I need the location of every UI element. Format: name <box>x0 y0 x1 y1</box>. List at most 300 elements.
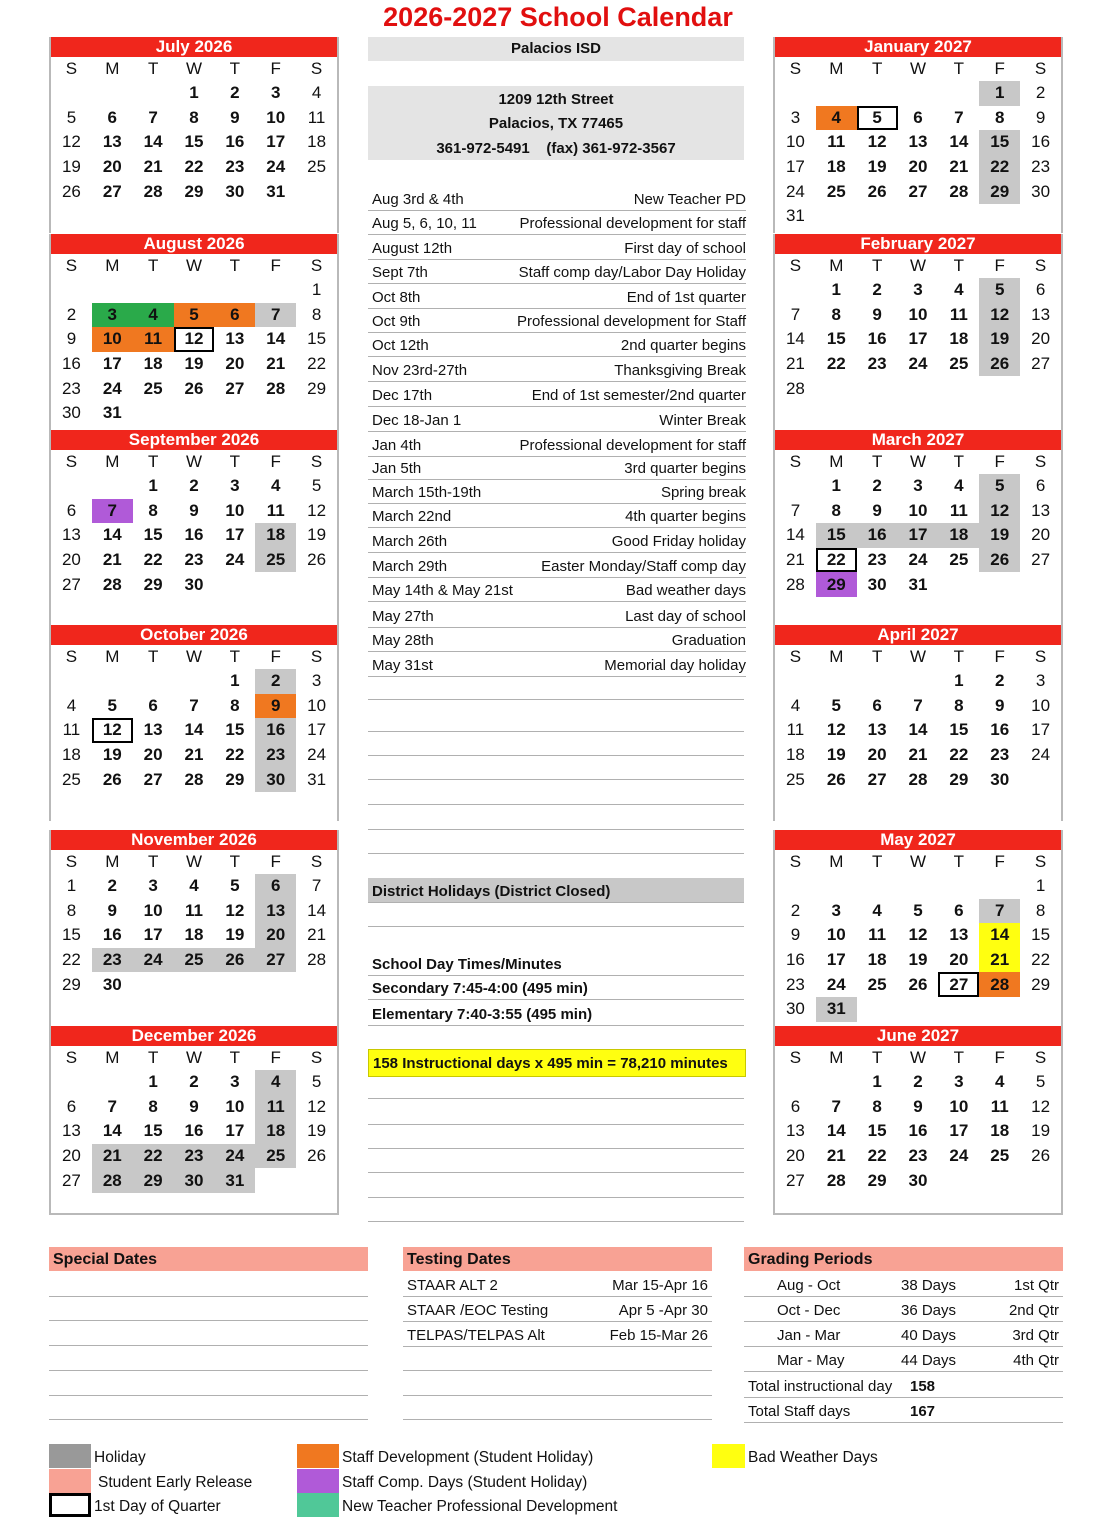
new-teacher-swatch <box>297 1493 339 1517</box>
calendar-day: 29 <box>61 974 81 994</box>
first-day-swatch <box>49 1493 91 1517</box>
calendar-day: 26 <box>102 769 122 789</box>
calendar-day: 31 <box>214 1168 255 1193</box>
weekday-label: F <box>270 256 281 275</box>
calendar-day: 23 <box>92 948 133 973</box>
weekday-label: S <box>1034 1048 1047 1067</box>
calendar-day: 21 <box>307 925 327 945</box>
calendar-day: 26 <box>979 352 1020 377</box>
weekday-header <box>775 254 1061 278</box>
event-date: Aug 5, 6, 10, 11 <box>372 215 477 232</box>
event-description: Spring break <box>660 484 746 501</box>
calendar-day: 20 <box>61 550 81 570</box>
calendar-day: 16 <box>990 720 1010 740</box>
calendar-day: 8 <box>311 304 322 324</box>
month-calendar <box>49 430 339 626</box>
calendar-day: 2 <box>189 476 199 496</box>
calendar-day: 15 <box>949 720 969 740</box>
calendar-day: 8 <box>148 500 158 520</box>
weekday-label: S <box>310 647 323 666</box>
calendar-day: 28 <box>92 1168 133 1193</box>
calendar-day: 12 <box>174 327 215 352</box>
calendar-day: 28 <box>184 769 204 789</box>
calendar-day: 25 <box>143 378 163 398</box>
calendar-day: 14 <box>307 900 327 920</box>
weekday-label: M <box>105 1048 120 1067</box>
calendar-day: 29 <box>133 1168 174 1193</box>
event-description: Professional development for Staff <box>516 313 746 330</box>
weekday-label: M <box>829 256 844 275</box>
calendar-day: 17 <box>785 157 805 177</box>
calendar-day: 20 <box>908 157 928 177</box>
calendar-day: 18 <box>255 1119 296 1144</box>
weekday-label: S <box>789 1048 802 1067</box>
legend-first-day: 1st Day of Quarter <box>94 1498 221 1515</box>
weekday-label: S <box>310 59 323 78</box>
event-date: March 29th <box>372 558 448 575</box>
calendar-day: 22 <box>1031 950 1051 970</box>
ruled-line <box>368 1197 744 1198</box>
ruled-line <box>368 699 744 700</box>
address-phone <box>368 140 744 157</box>
weekday-label: T <box>953 1048 965 1067</box>
calendar-day: 24 <box>908 550 928 570</box>
event-description: Staff comp day/Labor Day Holiday <box>518 264 746 281</box>
weekday-label: T <box>871 647 883 666</box>
month-title: June 2027 <box>775 1026 1061 1046</box>
calendar-day: 18 <box>143 354 163 374</box>
calendar-day: 27 <box>908 181 928 201</box>
calendar-day: 17 <box>102 354 122 374</box>
calendar-day: 18 <box>184 925 204 945</box>
calendar-day: 20 <box>61 1146 81 1166</box>
calendar-day: 13 <box>255 899 296 924</box>
calendar-day: 25 <box>990 1146 1010 1166</box>
calendar-day: 25 <box>949 550 969 570</box>
weekday-label: F <box>994 1048 1005 1067</box>
weekday-label: F <box>270 647 281 666</box>
calendar-day: 6 <box>66 500 77 520</box>
calendar-day: 8 <box>831 304 841 324</box>
weekday-header <box>775 57 1061 81</box>
calendar-day: 30 <box>61 403 81 423</box>
calendar-day: 1 <box>831 476 841 496</box>
event-date: May 14th & May 21st <box>372 582 513 599</box>
calendar-day: 16 <box>1031 132 1051 152</box>
month-title: March 2027 <box>775 430 1061 450</box>
calendar-day: 21 <box>949 157 969 177</box>
event-description: 4th quarter begins <box>625 508 746 525</box>
event-description: Graduation <box>671 632 746 649</box>
calendar-day: 6 <box>107 107 117 127</box>
calendar-day: 1 <box>311 280 322 300</box>
calendar-day: 7 <box>979 899 1020 924</box>
weekday-label: F <box>270 452 281 471</box>
grading-row <box>744 1272 1063 1297</box>
ruled-line <box>368 755 744 756</box>
calendar-day: 3 <box>230 1072 240 1092</box>
month-calendar <box>773 37 1063 233</box>
event-row <box>368 210 746 235</box>
event-row <box>368 603 746 628</box>
weekday-header <box>51 57 337 81</box>
calendar-day: 16 <box>184 525 204 545</box>
calendar-day: 7 <box>92 499 133 524</box>
calendar-day: 21 <box>184 745 204 765</box>
calendar-day: 12 <box>867 132 887 152</box>
weekday-label: F <box>270 1048 281 1067</box>
weekday-label: F <box>994 852 1005 871</box>
calendar-day: 12 <box>92 718 133 743</box>
event-row <box>368 382 746 407</box>
calendar-day: 11 <box>133 327 174 352</box>
test-dates: Apr 5 -Apr 30 <box>618 1302 708 1319</box>
calendar-day: 3 <box>913 280 923 300</box>
calendar-day: 25 <box>61 769 81 789</box>
grading-quarter: 4th Qtr <box>1013 1352 1059 1369</box>
grading-range: Oct - Dec <box>777 1302 841 1319</box>
instructional-minutes-note: 158 Instructional days x 495 min = 78,210 minutes <box>368 1049 746 1077</box>
calendar-day: 15 <box>867 1121 887 1141</box>
event-date: March 15th-19th <box>372 484 482 501</box>
event-date: Oct 12th <box>372 337 429 354</box>
calendar-day: 27 <box>1031 550 1051 570</box>
weekday-label: T <box>147 647 159 666</box>
grading-days: 38 Days <box>901 1277 957 1294</box>
event-date: Sept 7th <box>372 264 428 281</box>
calendar-day: 4 <box>133 303 174 328</box>
grading-row <box>744 1297 1063 1322</box>
calendar-day: 21 <box>785 550 805 570</box>
event-row <box>368 407 746 432</box>
calendar-day: 9 <box>255 694 296 719</box>
calendar-day: 7 <box>954 107 964 127</box>
calendar-day: 14 <box>949 132 969 152</box>
calendar-day: 24 <box>102 378 122 398</box>
calendar-day: 8 <box>189 107 199 127</box>
calendar-day: 14 <box>785 525 805 545</box>
calendar-day: 10 <box>225 1096 245 1116</box>
calendar-day: 7 <box>831 1096 841 1116</box>
testing-row <box>403 1322 712 1347</box>
calendar-day: 4 <box>189 876 199 896</box>
calendar-day: 11 <box>949 304 968 324</box>
weekday-label: M <box>829 1048 844 1067</box>
grading-periods-heading: Grading Periods <box>744 1247 1063 1271</box>
ruled-line <box>368 1098 744 1099</box>
calendar-day: 18 <box>949 329 969 349</box>
calendar-day: 24 <box>826 974 846 994</box>
legend-staff-comp: Staff Comp. Days (Student Holiday) <box>342 1474 588 1491</box>
special-dates-heading: Special Dates <box>49 1247 368 1271</box>
calendar-day: 14 <box>826 1121 846 1141</box>
event-description: Winter Break <box>659 412 746 429</box>
calendar-day: 31 <box>266 181 286 201</box>
calendar-day: 15 <box>307 329 327 349</box>
grading-quarter: 1st Qtr <box>1013 1277 1059 1294</box>
weekday-label: T <box>147 852 159 871</box>
legend-staff-dev: Staff Development (Student Holiday) <box>342 1449 594 1466</box>
calendar-day: 20 <box>785 1146 805 1166</box>
calendar-day: 6 <box>913 107 923 127</box>
calendar-day: 15 <box>143 525 163 545</box>
calendar-day: 27 <box>61 1170 81 1190</box>
calendar-day: 19 <box>307 1121 327 1141</box>
event-date: May 31st <box>372 657 433 674</box>
event-date: March 26th <box>372 533 448 550</box>
legend-bad-weather: Bad Weather Days <box>748 1449 878 1466</box>
calendar-day: 4 <box>872 900 882 920</box>
weekday-label: S <box>789 256 802 275</box>
calendar-day: 20 <box>102 157 122 177</box>
event-row <box>368 186 746 211</box>
ruled-line <box>368 926 744 927</box>
month-title: February 2027 <box>775 234 1061 254</box>
grading-row <box>744 1347 1063 1372</box>
calendar-day: 5 <box>857 106 898 131</box>
calendar-day: 20 <box>949 950 969 970</box>
calendar-day: 27 <box>225 378 245 398</box>
ruled-line <box>49 1320 368 1321</box>
calendar-day: 4 <box>255 1070 296 1095</box>
calendar-day: 20 <box>1031 525 1051 545</box>
weekday-label: M <box>105 852 120 871</box>
weekday-label: T <box>229 59 241 78</box>
weekday-label: F <box>994 452 1005 471</box>
event-date: May 27th <box>372 608 434 625</box>
calendar-day: 13 <box>61 525 81 545</box>
calendar-day: 9 <box>872 500 882 520</box>
calendar-day: 10 <box>307 695 327 715</box>
calendar-day: 5 <box>979 474 1020 499</box>
calendar-day: 5 <box>979 278 1020 303</box>
event-description: 3rd quarter begins <box>624 460 746 477</box>
event-row <box>368 503 746 528</box>
event-date: Aug 3rd & 4th <box>372 191 464 208</box>
weekday-label: M <box>105 452 120 471</box>
calendar-day: 19 <box>979 523 1020 548</box>
calendar-day: 25 <box>949 354 969 374</box>
calendar-day: 28 <box>785 378 805 398</box>
calendar-day: 26 <box>184 378 204 398</box>
calendar-day: 22 <box>949 745 969 765</box>
ruled-line <box>368 829 744 830</box>
calendar-day: 15 <box>143 1121 163 1141</box>
calendar-day: 15 <box>826 329 846 349</box>
calendar-day: 8 <box>954 695 964 715</box>
ruled-line <box>368 853 744 854</box>
calendar-day: 19 <box>826 745 846 765</box>
weekday-label: T <box>147 59 159 78</box>
event-date: May 28th <box>372 632 434 649</box>
calendar-day: 8 <box>872 1096 882 1116</box>
calendar-day: 17 <box>143 925 163 945</box>
weekday-label: W <box>909 256 927 275</box>
calendar-day: 3 <box>230 476 240 496</box>
event-row <box>368 357 746 382</box>
calendar-day: 9 <box>1035 107 1046 127</box>
ruled-line <box>368 804 744 805</box>
event-row <box>368 432 746 457</box>
calendar-day: 27 <box>143 769 163 789</box>
calendar-day: 22 <box>133 1144 174 1169</box>
calendar-day: 21 <box>143 157 163 177</box>
calendar-day: 13 <box>61 1121 81 1141</box>
weekday-label: S <box>310 1048 323 1067</box>
event-description: End of 1st semester/2nd quarter <box>531 387 746 404</box>
calendar-day: 19 <box>307 525 327 545</box>
calendar-day: 2 <box>994 671 1005 691</box>
month-calendar <box>49 625 339 821</box>
calendar-day: 20 <box>225 354 245 374</box>
ruled-line <box>368 1124 744 1125</box>
month-title: April 2027 <box>775 625 1061 645</box>
weekday-label: S <box>65 256 78 275</box>
weekday-label: T <box>229 852 241 871</box>
calendar-day: 9 <box>994 695 1005 715</box>
event-description: New Teacher PD <box>633 191 746 208</box>
grading-days: 44 Days <box>901 1352 957 1369</box>
calendar-day: 3 <box>92 303 133 328</box>
calendar-day: 10 <box>908 304 928 324</box>
calendar-day: 23 <box>1031 157 1051 177</box>
calendar-day: 14 <box>785 329 805 349</box>
calendar-day: 24 <box>266 157 286 177</box>
calendar-day: 28 <box>102 574 122 594</box>
weekday-label: M <box>105 256 120 275</box>
calendar-day: 28 <box>908 769 928 789</box>
event-row <box>368 235 746 260</box>
calendar-day: 29 <box>816 572 857 597</box>
month-calendar <box>773 234 1063 430</box>
calendar-day: 18 <box>785 745 805 765</box>
legend-holiday: Holiday <box>94 1449 146 1466</box>
calendar-day: 12 <box>225 900 245 920</box>
ruled-line <box>49 1370 368 1371</box>
calendar-day: 6 <box>872 695 882 715</box>
event-description: Professional development for staff <box>519 215 746 232</box>
calendar-day: 10 <box>143 900 163 920</box>
calendar-day: 10 <box>1031 695 1051 715</box>
weekday-header <box>51 450 337 474</box>
calendar-day: 28 <box>785 574 805 594</box>
ruled-line <box>368 1221 744 1222</box>
calendar-day: 31 <box>816 997 857 1022</box>
calendar-day: 13 <box>867 720 887 740</box>
event-description: Professional development for staff <box>519 437 746 454</box>
calendar-day: 9 <box>913 1096 923 1116</box>
calendar-day: 12 <box>307 500 327 520</box>
calendar-day: 25 <box>307 157 327 177</box>
weekday-label: S <box>310 452 323 471</box>
weekday-label: W <box>909 852 927 871</box>
calendar-day: 22 <box>184 157 204 177</box>
staff-dev-swatch <box>297 1444 339 1468</box>
calendar-day: 29 <box>949 769 969 789</box>
calendar-day: 17 <box>307 720 327 740</box>
calendar-day: 16 <box>102 925 122 945</box>
calendar-day: 11 <box>307 107 326 127</box>
weekday-label: M <box>105 647 120 666</box>
calendar-day: 11 <box>62 720 81 740</box>
weekday-label: S <box>1034 59 1047 78</box>
calendar-day: 6 <box>1035 476 1046 496</box>
calendar-day: 26 <box>61 181 81 201</box>
calendar-day: 21 <box>826 1146 846 1166</box>
calendar-day: 11 <box>868 925 887 945</box>
calendar-day: 14 <box>184 720 204 740</box>
calendar-day: 31 <box>785 206 805 226</box>
secondary-times: Secondary 7:45-4:00 (495 min) <box>368 975 744 1000</box>
total-staff-row <box>744 1398 1063 1423</box>
calendar-day: 27 <box>1031 354 1051 374</box>
district-name: Palacios ISD <box>368 37 744 61</box>
calendar-day: 19 <box>225 925 245 945</box>
calendar-day: 1 <box>872 1072 882 1092</box>
calendar-day: 20 <box>867 745 887 765</box>
calendar-day: 1 <box>66 876 77 896</box>
weekday-label: S <box>789 647 802 666</box>
address-city: Palacios, TX 77465 <box>488 115 624 132</box>
calendar-day: 18 <box>938 523 979 548</box>
calendar-day: 23 <box>255 743 296 768</box>
weekday-label: T <box>953 256 965 275</box>
event-date: August 12th <box>372 240 453 257</box>
address-block <box>368 86 744 160</box>
calendar-day: 17 <box>949 1121 969 1141</box>
calendar-day: 23 <box>225 157 245 177</box>
event-date: Nov 23rd-27th <box>372 362 468 379</box>
calendar-day: 21 <box>979 948 1020 973</box>
calendar-day: 12 <box>61 132 81 152</box>
month-title: December 2026 <box>51 1026 337 1046</box>
event-description: 2nd quarter begins <box>620 337 746 354</box>
calendar-day: 3 <box>148 876 158 896</box>
calendar-day: 21 <box>92 1144 133 1169</box>
event-date: Dec 17th <box>372 387 433 404</box>
calendar-day: 18 <box>255 523 296 548</box>
calendar-day: 19 <box>979 327 1020 352</box>
calendar-day: 23 <box>867 354 887 374</box>
calendar-day: 22 <box>867 1146 887 1166</box>
calendar-day: 9 <box>66 329 77 349</box>
elementary-times: Elementary 7:40-3:55 (495 min) <box>368 1001 744 1026</box>
calendar-day: 27 <box>785 1170 805 1190</box>
month-title: October 2026 <box>51 625 337 645</box>
event-row <box>368 577 746 602</box>
calendar-day: 8 <box>994 107 1005 127</box>
calendar-day: 11 <box>266 500 285 520</box>
calendar-day: 30 <box>990 769 1010 789</box>
weekday-label: S <box>310 256 323 275</box>
calendar-day: 29 <box>867 1170 887 1190</box>
calendar-day: 6 <box>66 1096 77 1116</box>
weekday-label: T <box>147 452 159 471</box>
calendar-day: 9 <box>872 304 882 324</box>
calendar-day: 22 <box>826 354 846 374</box>
calendar-day: 8 <box>831 500 841 520</box>
event-row <box>368 652 746 677</box>
calendar-day: 9 <box>107 900 117 920</box>
calendar-day: 18 <box>826 157 846 177</box>
calendar-day: 20 <box>1031 329 1051 349</box>
calendar-day: 19 <box>1031 1121 1051 1141</box>
calendar-day: 16 <box>785 950 805 970</box>
calendar-day: 11 <box>990 1096 1009 1116</box>
calendar-day: 17 <box>266 132 286 152</box>
calendar-day: 7 <box>189 695 199 715</box>
weekday-label: S <box>1034 256 1047 275</box>
